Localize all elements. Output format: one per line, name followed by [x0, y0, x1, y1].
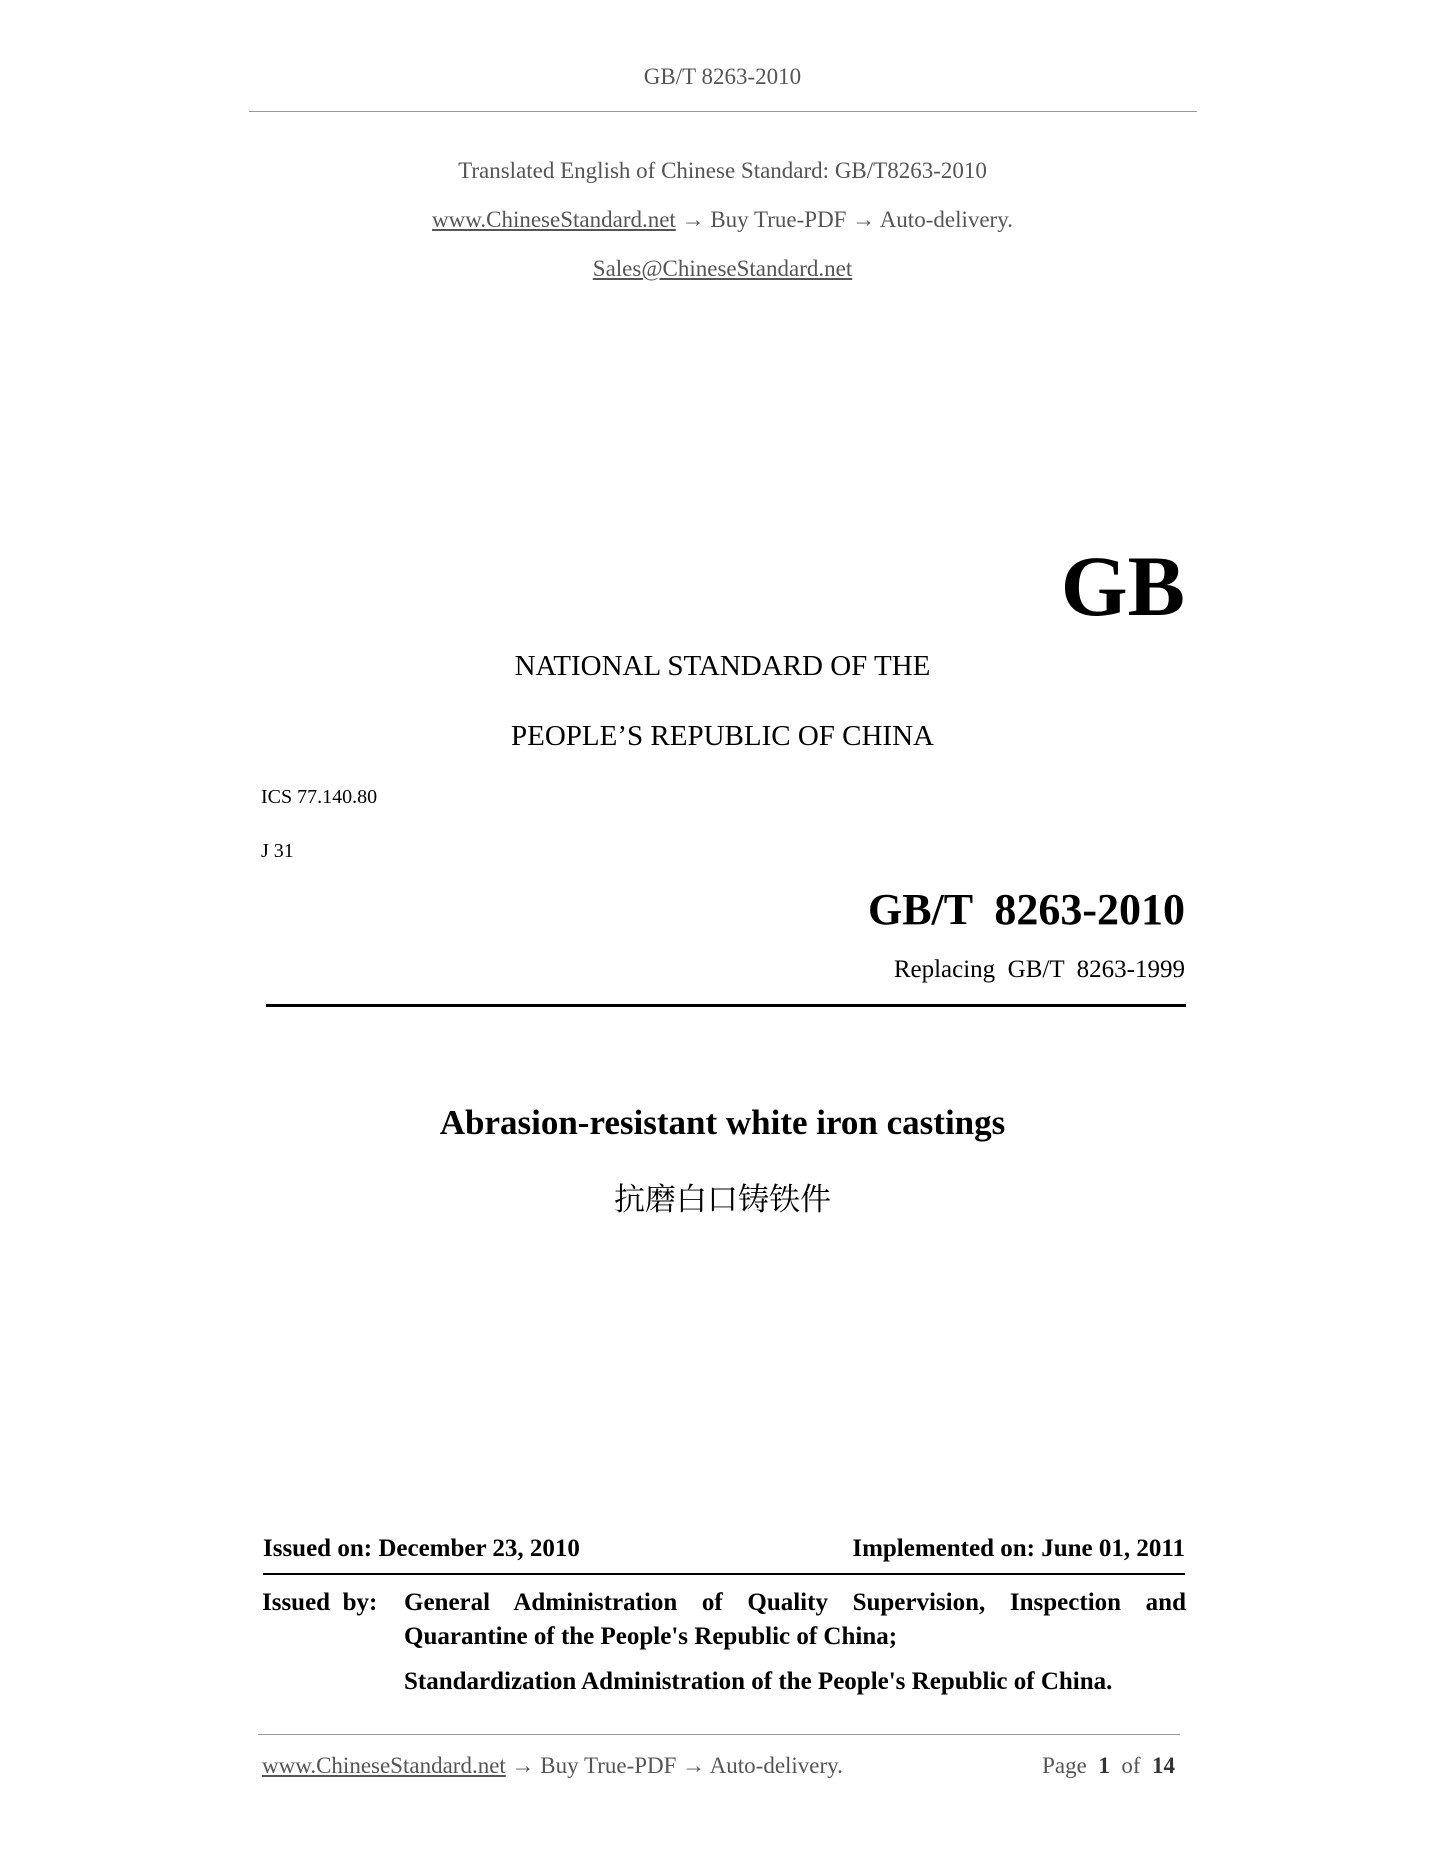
- page-label: Page: [1042, 1753, 1087, 1778]
- ics-code: ICS 77.140.80: [261, 786, 378, 808]
- title-english: Abrasion-resistant white iron castings: [439, 1103, 1006, 1142]
- implemented-on-date: Implemented on: June 01, 2011: [852, 1535, 1185, 1562]
- chinesestandard-link[interactable]: www.ChineseStandard.net: [432, 207, 676, 232]
- national-standard-heading: NATIONAL STANDARD OF THE: [514, 650, 931, 682]
- issuing-body-line: Standardization Administration of the People's Republic of China.: [404, 1668, 1113, 1695]
- of-label: of: [1121, 1753, 1141, 1778]
- footer-purchase-text: → Buy True-PDF → Auto-delivery.: [505, 1753, 843, 1778]
- translation-notice: Translated English of Chinese Standard: GB/T8263-2010: [458, 158, 987, 183]
- issued-by-label: Issued by:: [262, 1589, 378, 1616]
- footer-divider: [258, 1734, 1180, 1735]
- standard-number: GB/T 8263-2010: [867, 885, 1185, 934]
- purchase-line: [0, 207, 1445, 233]
- cover-divider: [266, 1004, 1186, 1007]
- sales-email-line: [0, 256, 1445, 282]
- title-chinese: 抗磨白口铸铁件: [614, 1182, 831, 1218]
- footer-purchase-line: [262, 1753, 843, 1779]
- sales-email-link[interactable]: Sales@ChineseStandard.net: [592, 256, 853, 281]
- ccs-code: J 31: [261, 840, 294, 862]
- gb-mark: GB: [1060, 538, 1185, 634]
- issuing-body-line: Quarantine of the People's Republic of China;: [404, 1623, 898, 1650]
- header-divider: [249, 111, 1197, 112]
- purchase-text: → Buy True-PDF → Auto-delivery.: [675, 207, 1013, 232]
- page-indicator: [1042, 1753, 1175, 1779]
- issue-divider: [263, 1573, 1185, 1575]
- country-heading: PEOPLE’S REPUBLIC OF CHINA: [511, 720, 934, 752]
- running-head: GB/T 8263-2010: [643, 64, 802, 89]
- page-number: 1: [1098, 1753, 1110, 1778]
- footer-site-link[interactable]: www.ChineseStandard.net: [262, 1753, 506, 1778]
- page-total: 14: [1152, 1753, 1175, 1778]
- issuing-body-line: General Administration of Quality Supervision, Inspection and: [404, 1589, 1186, 1616]
- issued-on-date: Issued on: December 23, 2010: [263, 1535, 580, 1562]
- replacing-note: Replacing GB/T 8263-1999: [893, 956, 1185, 983]
